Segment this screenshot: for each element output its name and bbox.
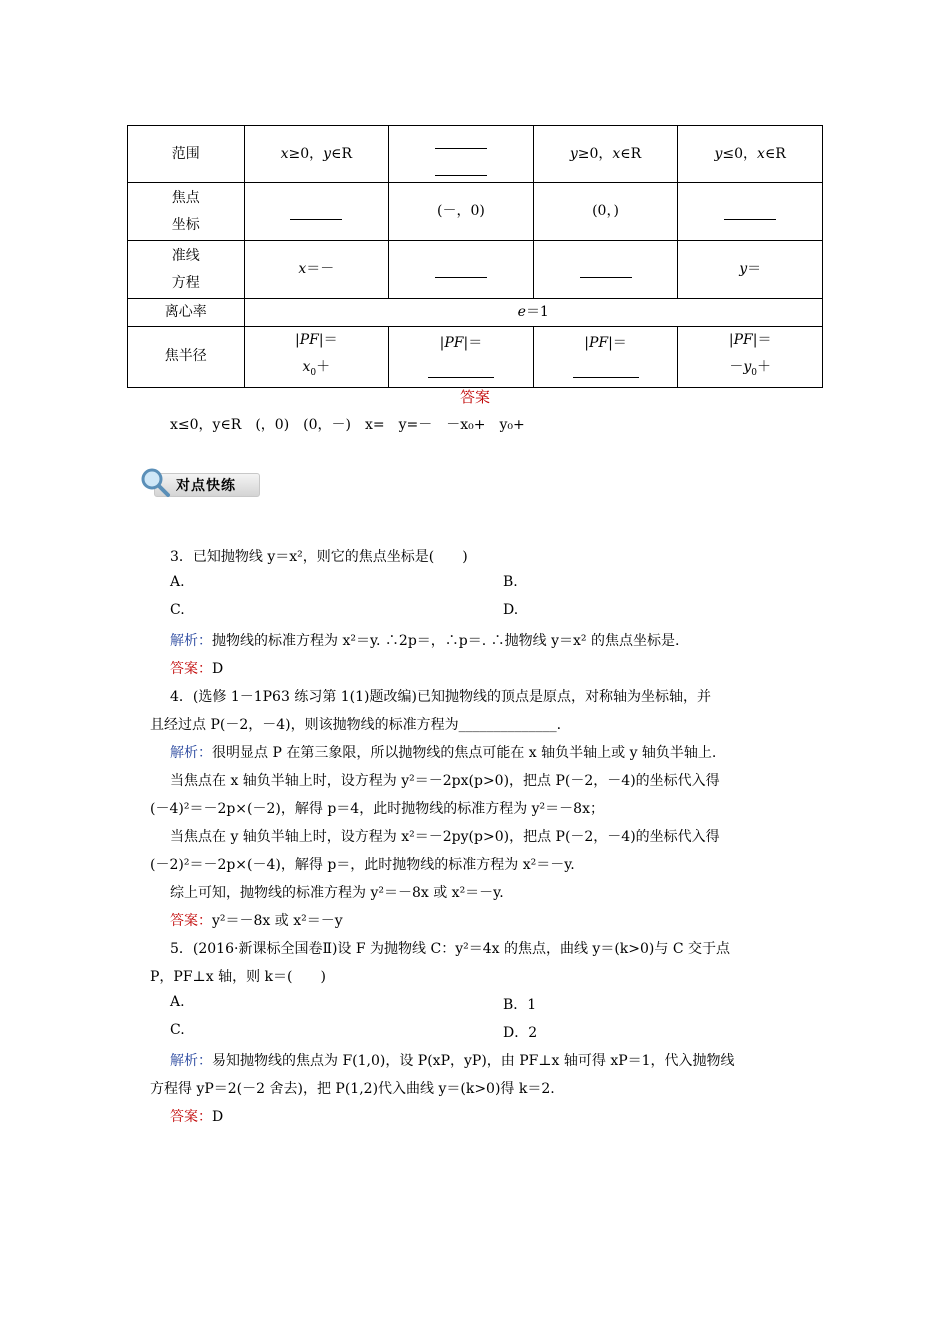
q4-analysis-line4: 当焦点在 y 轴负半轴上时，设方程为 x²＝－2py(p>0)，把点 P(－2，－4)的坐标代入得 bbox=[170, 829, 720, 845]
answer-label: 答案： bbox=[170, 661, 212, 677]
q4-analysis-line5: (－2)²＝－2p×(－4)，解得 p＝，此时抛物线的标准方程为 x²＝－y. bbox=[150, 857, 575, 873]
cell-blank bbox=[244, 183, 389, 241]
q5-stem-line1: 5．(2016·新课标全国卷Ⅱ)设 F 为抛物线 C：y²＝4x 的焦点，曲线 y＝(k>0)与 C 交于点 bbox=[170, 941, 730, 957]
cell: |PF|＝ bbox=[533, 327, 678, 388]
analysis-label: 解析： bbox=[170, 1053, 212, 1069]
badge-text: 对点快练 bbox=[176, 478, 236, 494]
q4-analysis-line6: 综上可知，抛物线的标准方程为 y²＝－8x 或 x²＝－y. bbox=[170, 885, 504, 901]
answer-label: 答案： bbox=[170, 913, 212, 929]
q5-stem-line2: P，PF⊥x 轴，则 k＝( ) bbox=[150, 969, 326, 985]
answer-text: D bbox=[212, 661, 224, 677]
cell: x＝－ bbox=[244, 241, 389, 299]
q5-option-b: B．1 bbox=[503, 997, 537, 1013]
row-label-focal-radius: 焦半径 bbox=[128, 327, 245, 388]
cell: y≥0，x∈R bbox=[533, 126, 678, 183]
cell: |PF|＝ bbox=[389, 327, 534, 388]
cell: y≤0，x∈R bbox=[678, 126, 823, 183]
q4-answer bbox=[170, 910, 343, 930]
cell-merged: e＝1 bbox=[244, 299, 823, 327]
cell: |PF|＝ $x_0+$ bbox=[244, 327, 389, 388]
q3-option-b: B. bbox=[503, 574, 518, 590]
q4-stem-line2: 且经过点 P(－2，－4)，则该抛物线的标准方程为______________. bbox=[150, 717, 562, 733]
cell: |PF|＝ $-y_0+$ bbox=[678, 327, 823, 388]
q4-analysis bbox=[170, 742, 716, 762]
row-label-directrix: 准线 方程 bbox=[128, 241, 245, 299]
cell: (0，) bbox=[533, 183, 678, 241]
section-badge bbox=[138, 466, 258, 498]
q5-option-c: C. bbox=[170, 1022, 185, 1038]
q5-option-d: D．2 bbox=[503, 1025, 538, 1041]
cell-blank bbox=[678, 183, 823, 241]
q4-analysis-line2: 当焦点在 x 轴负半轴上时，设方程为 y²＝－2px(p>0)，把点 P(－2，－4)的坐标代入得 bbox=[170, 773, 720, 789]
cell: x≥0，y∈R bbox=[244, 126, 389, 183]
cell-blank bbox=[389, 126, 534, 183]
q3-option-a: A. bbox=[170, 574, 185, 590]
row-label-focus: 焦点 坐标 bbox=[128, 183, 245, 241]
cell-blank bbox=[389, 241, 534, 299]
cell-blank bbox=[533, 241, 678, 299]
analysis-text: 抛物线的标准方程为 x²＝y. ∴2p＝，∴p＝. ∴抛物线 y＝x² 的焦点坐标是. bbox=[212, 633, 680, 649]
q5-analysis bbox=[170, 1050, 735, 1070]
q5-answer bbox=[170, 1106, 223, 1126]
row-label-eccentricity: 离心率 bbox=[128, 299, 245, 327]
answer-line: x≤0，y∈R (，0) (0，－) x= y=－ －x₀+ y₀+ bbox=[170, 417, 525, 433]
q5-option-a: A. bbox=[170, 994, 185, 1010]
q3-stem: 3．已知抛物线 y＝x²，则它的焦点坐标是( ) bbox=[170, 549, 468, 565]
row-label-range: 范围 bbox=[128, 126, 245, 183]
q3-option-d: D. bbox=[503, 602, 519, 618]
cell: y＝ bbox=[678, 241, 823, 299]
cell: (－，0) bbox=[389, 183, 534, 241]
q3-answer bbox=[170, 658, 223, 678]
q4-stem-line1: 4．(选修 1－1P63 练习第 1(1)题改编)已知抛物线的顶点是原点，对称轴为坐标轴，并 bbox=[170, 689, 711, 705]
magnifier-icon bbox=[138, 466, 172, 498]
analysis-text: 很明显点 P 在第三象限，所以抛物线的焦点可能在 x 轴负半轴上或 y 轴负半轴上. bbox=[212, 745, 717, 761]
q4-analysis-line3: (－4)²＝－2p×(－2)，解得 p＝4，此时抛物线的标准方程为 y²＝－8x； bbox=[150, 801, 604, 817]
q5-analysis-line2: 方程得 yP＝2(－2 舍去)，把 P(1,2)代入曲线 y＝(k>0)得 k＝2. bbox=[150, 1081, 555, 1097]
parabola-properties-table bbox=[127, 125, 823, 388]
answer-text: D bbox=[212, 1109, 224, 1125]
analysis-text: 易知抛物线的焦点为 F(1,0)，设 P(xP，yP)，由 PF⊥x 轴可得 xP＝1，代入抛物线 bbox=[212, 1053, 735, 1069]
answer-label: 答案： bbox=[170, 1109, 212, 1125]
analysis-label: 解析： bbox=[170, 633, 212, 649]
answer-heading: 答案 bbox=[459, 388, 490, 406]
q3-option-c: C. bbox=[170, 602, 185, 618]
q3-analysis bbox=[170, 630, 679, 650]
analysis-label: 解析： bbox=[170, 745, 212, 761]
answer-text: y²＝－8x 或 x²＝－y bbox=[212, 913, 343, 929]
